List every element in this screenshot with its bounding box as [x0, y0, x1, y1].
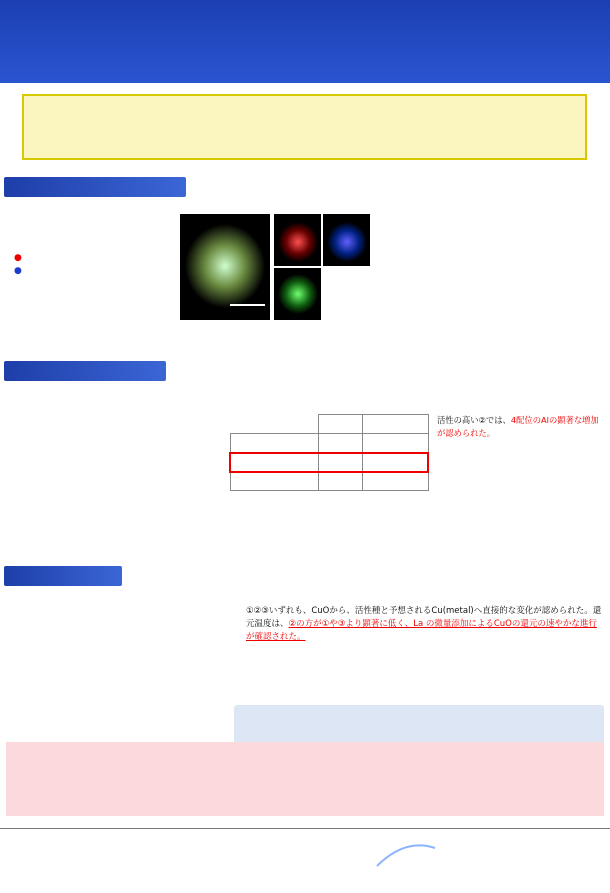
- co-conversion-chart: [372, 207, 608, 345]
- nmr-c1: 活性の高い②では、4配位のAlの顕著な増加が認められた。: [437, 415, 599, 438]
- page-header: [0, 0, 610, 83]
- section2-heading: [4, 361, 166, 381]
- table-row: [230, 453, 428, 472]
- th-6coord: [362, 415, 428, 434]
- table-header: [230, 415, 428, 434]
- stem-edx-maps: [180, 214, 370, 322]
- al-coordination-table: [229, 414, 429, 491]
- reaction2: ●: [14, 266, 22, 276]
- nmr-conclusion: [437, 414, 602, 441]
- reaction1: ●: [14, 253, 22, 263]
- bottom-banner: [6, 742, 604, 816]
- nmr-chart: [6, 385, 218, 560]
- section1-heading: [4, 177, 186, 197]
- th-4coord: [318, 415, 362, 434]
- xanes-chart: [4, 588, 234, 748]
- conclusion-box: [234, 705, 604, 745]
- company-logo: [375, 836, 465, 872]
- xafs-p1: ①②③いずれも、CuOから、活性種と予想されるCu(metal)へ直接的な変化が認められた。還元温度は、②の方が①や③より顕著に低く、La の微量添加によるCuOの還元の速やかな進行が確認された。: [246, 606, 602, 642]
- table-row: [230, 472, 428, 491]
- table-row: [230, 434, 428, 453]
- intro-box: [22, 94, 587, 160]
- section3-heading: [4, 566, 122, 586]
- cza-block: [14, 246, 174, 278]
